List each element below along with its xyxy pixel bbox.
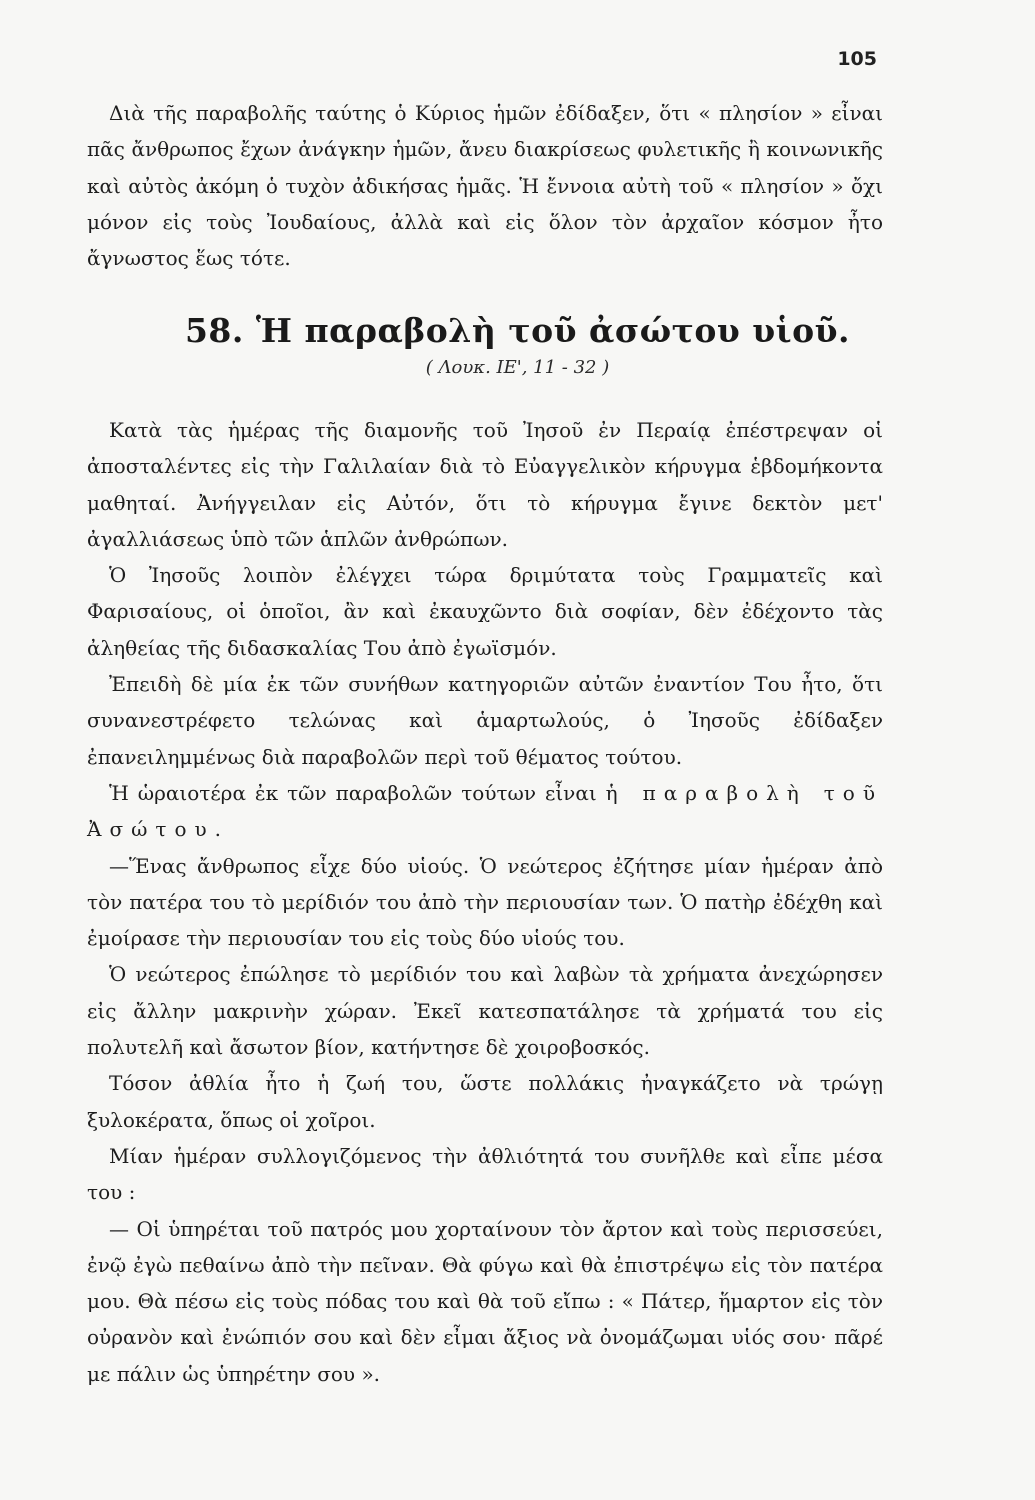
- story-paragraph: Ὁ νεώτερος ἐπώλησε τὸ μερίδιόν του καὶ λαβὼν τὰ χρήματα ἀνεχώρησεν εἰς ἄλλην μακρινὴν χώραν. Ἐκεῖ κατεσπατάλησε τὰ χρήματά του εἰς πολυτελῆ καὶ ἄσωτον βίον, κατήντησε δὲ χοιροβοσκός.: [87, 962, 883, 1060]
- paragraph: Ὁ Ἰησοῦς λοιπὸν ἐλέγχει τώρα δριμύτατα τοὺς Γραμματεῖς καὶ Φαρισαίους, οἱ ὁποῖοι, ἂν καὶ ἐκαυχῶντο διὰ σοφίαν, δὲν ἐδέχοντο τὰς ἀληθείας τῆς διδασκαλίας Του ἀπὸ ἐγωϊσμόν.: [87, 563, 883, 660]
- story-paragraph: Τόσον ἀθλία ἦτο ἡ ζωή του, ὥστε πολλάκις ἠναγκάζετο νὰ τρώγῃ ξυλοκέρατα, ὅπως οἱ χοῖροι.: [87, 1071, 883, 1132]
- page-number: 105: [837, 48, 877, 70]
- paragraph: Κατὰ τὰς ἡμέρας τῆς διαμονῆς τοῦ Ἰησοῦ ἐν Περαίᾳ ἐπέστρεψαν οἱ ἀποσταλέντες εἰς τὴν Γαλιλαίαν διὰ τὸ Εὐαγγελικὸν κήρυγμα ἑβδομήκοντα μαθηταί. Ἀνήγγειλαν εἰς Αὐτόν, ὅτι τὸ κήρυγμα ἔγινε δεκτὸν μετ' ἀγαλλιάσεως ὑπὸ τῶν ἁπλῶν ἀνθρώπων.: [87, 418, 883, 551]
- intro-paragraph: Διὰ τῆς παραβολῆς ταύτης ὁ Κύριος ἡμῶν ἐδίδαξεν, ὅτι « πλησίον » εἶναι πᾶς ἄνθρωπος ἔχων ἀνάγκην ἡμῶν, ἄνευ διακρίσεως φυλετικῆς ἢ κοινωνικῆς καὶ αὐτὸς ἀκόμη ὁ τυχὸν ἀδικήσας ἡμᾶς. Ἡ ἔννοια αὐτὴ τοῦ « πλησίον » ὄχι μόνον εἰς τοὺς Ἰουδαίους, ἀλλὰ καὶ εἰς ὅλον τὸν ἀρχαῖον κόσμον ἦτο ἄγνωστος ἕως τότε.: [87, 101, 883, 271]
- section-heading: 58. Ἡ παραβολὴ τοῦ ἀσώτου υἱοῦ.: [184, 311, 851, 350]
- story-paragraph: —Ἕνας ἄνθρωπος εἶχε δύο υἱούς. Ὁ νεώτερος ἐζήτησε μίαν ἡμέραν ἀπὸ τὸν πατέρα του τὸ μερίδιόν του ἀπὸ τὴν περιουσίαν των. Ὁ πατὴρ ἐδέχθη καὶ ἐμοίρασε τὴν περιουσίαν του εἰς τοὺς δύο υἱούς του.: [87, 853, 883, 951]
- body-text-block: [87, 412, 883, 1392]
- paragraph: Ἐπειδὴ δὲ μία ἐκ τῶν συνήθων κατηγοριῶν αὐτῶν ἐναντίον Του ἦτο, ὅτι συνανεστρέφετο τελώνας καὶ ἁμαρτωλούς, ὁ Ἰησοῦς ἐδίδαξεν ἐπανειλημμένως διὰ παραβολῶν περὶ τοῦ θέματος τούτου.: [87, 672, 883, 769]
- spaced-paragraph-lead: Ἡ ὡραιοτέρα ἐκ τῶν παραβολῶν τούτων εἶναι: [109, 780, 606, 805]
- spaced-paragraph: [87, 775, 883, 848]
- intro-text-block: [87, 95, 883, 276]
- scripture-reference: ( Λουκ. ΙΕ', 11 - 32 ): [425, 357, 610, 378]
- spaced-paragraph-emphasis: ἡ παραβολὴ τοῦ Ἀσώτου.: [87, 780, 884, 842]
- story-paragraph: Μίαν ἡμέραν συλλογιζόμενος τὴν ἀθλιότητά του συνῆλθε καὶ εἶπε μέσα του :: [87, 1143, 883, 1205]
- story-paragraph: — Οἱ ὑπηρέται τοῦ πατρός μου χορταίνουν τὸν ἄρτον καὶ τοὺς περισσεύει, ἐνῷ ἐγὼ πεθαίνω ἀπὸ τὴν πεῖναν. Θὰ φύγω καὶ θὰ ἐπιστρέψω εἰς τὸν πατέρα μου. Θὰ πέσω εἰς τοὺς πόδας του καὶ θὰ τοῦ εἴπω : « Πάτερ, ἥμαρτον εἰς τὸν οὐρανὸν καὶ ἐνώπιόν σου καὶ δὲν εἶμαι ἄξιος νὰ ὀνομάζωμαι υἱός σου· πᾶρέ με πάλιν ὡς ὑπηρέτην σου ».: [87, 1216, 883, 1386]
